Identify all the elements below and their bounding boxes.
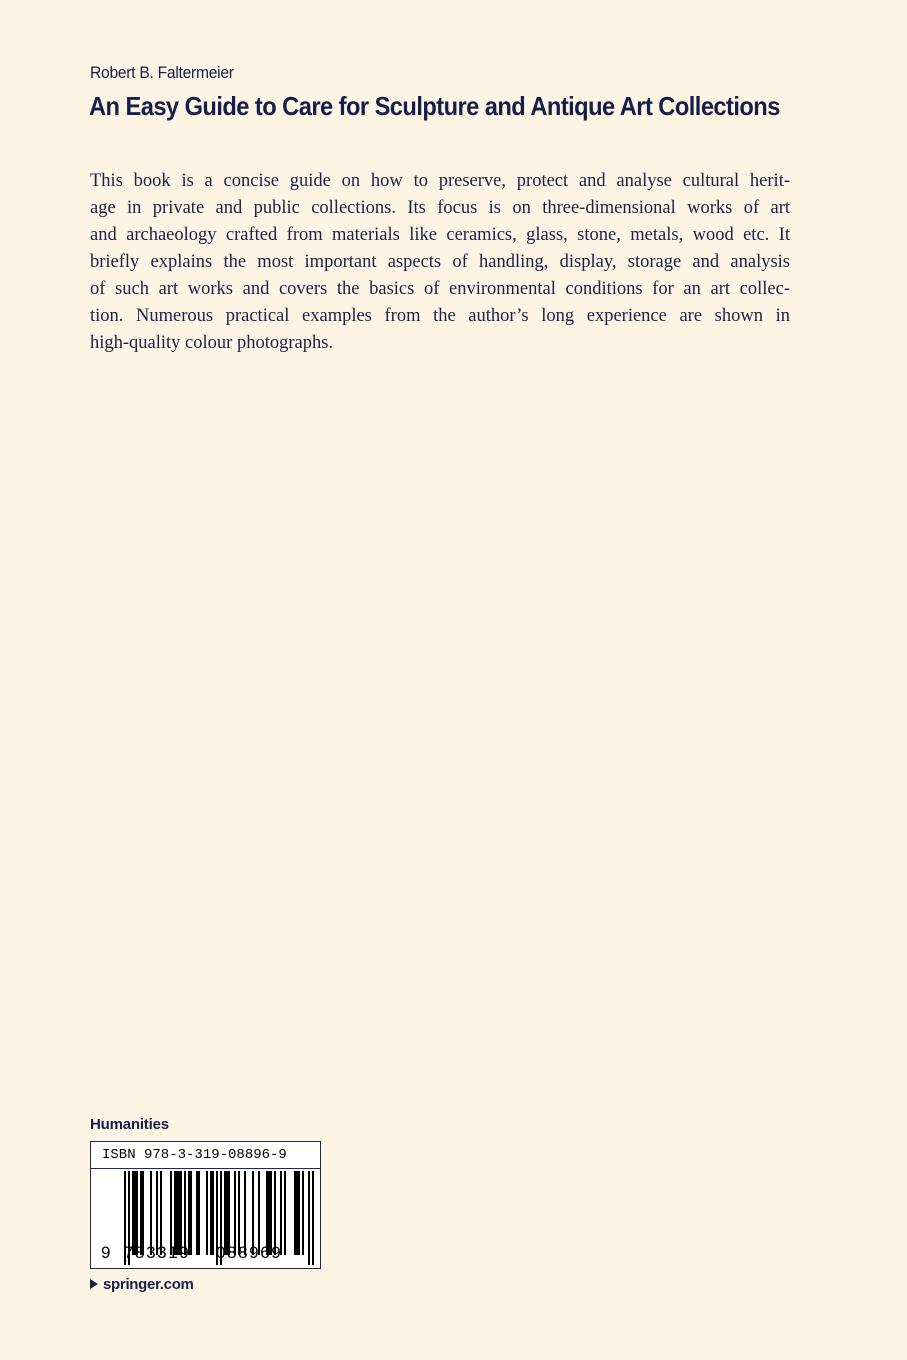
book-title: An Easy Guide to Care for Sculpture and Antique Art Collections: [89, 91, 780, 121]
subject-category: Humanities: [90, 1116, 169, 1133]
isbn-barcode: [90, 1141, 321, 1269]
description-line: high-quality colour photographs.: [90, 333, 334, 353]
description-line: of such art works and covers the basics of environmental conditions for an art collec-: [90, 279, 790, 299]
author-name: Robert B. Faltermeier: [90, 63, 234, 82]
barcode-digits: [91, 1242, 320, 1268]
barcode-digit-prefix: 9: [101, 1243, 111, 1262]
publisher-link-text: springer.com: [103, 1276, 194, 1293]
barcode-digit-group-right: 088969: [216, 1243, 283, 1262]
isbn-label: ISBN 978-3-319-08896-9: [91, 1142, 320, 1169]
description-line: and archaeology crafted from materials like ceramics, glass, stone, metals, wood etc. It: [90, 225, 790, 245]
publisher-link[interactable]: [90, 1276, 194, 1293]
description-line: This book is a concise guide on how to preserve, protect and analyse cultural herit-: [90, 171, 790, 191]
description-line: briefly explains the most important aspects of handling, display, storage and analysis: [90, 252, 790, 272]
arrow-right-icon: [90, 1279, 98, 1289]
barcode-digit-group-left: 783319: [124, 1243, 191, 1262]
description-line: age in private and public collections. Its focus is on three-dimensional works of art: [90, 198, 790, 218]
description-line: tion. Numerous practical examples from the author’s long experience are shown in: [90, 306, 790, 326]
book-description: [90, 168, 790, 357]
